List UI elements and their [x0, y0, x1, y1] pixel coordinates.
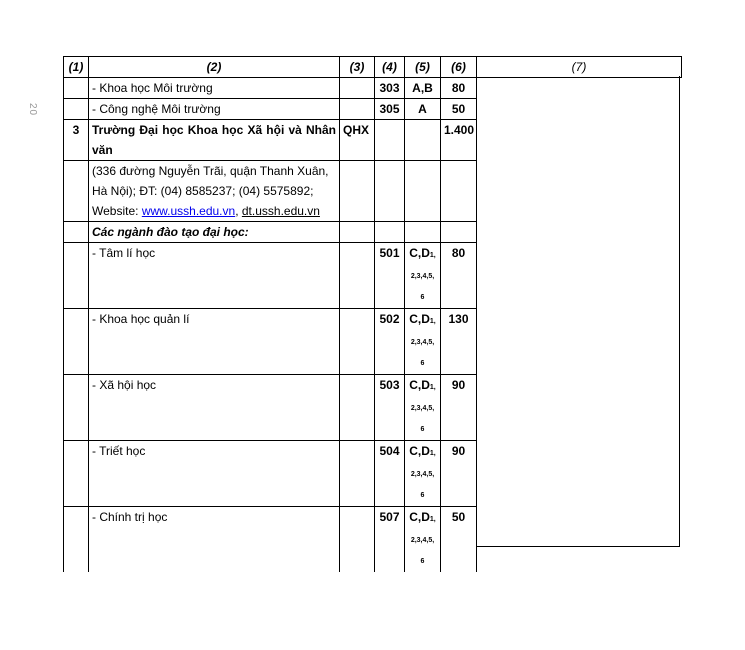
- address-line2: Hà Nội); ĐT: (04) 8585237; (04) 5575892;: [92, 184, 314, 198]
- major-code: 507: [375, 507, 405, 573]
- header-col-1: (1): [64, 57, 89, 78]
- major-name: - Triết học: [89, 441, 340, 507]
- university-name-line1: Trường Đại học Khoa học Xã hội và Nhân: [92, 123, 336, 137]
- major-name: - Khoa học Môi trường: [89, 78, 340, 99]
- university-symbol: QHX: [340, 120, 375, 161]
- header-col-3: (3): [340, 57, 375, 78]
- header-col-5: (5): [405, 57, 441, 78]
- quota: 50: [441, 507, 477, 573]
- major-code: 501: [375, 243, 405, 309]
- university-index: 3: [64, 120, 89, 161]
- quota: 90: [441, 375, 477, 441]
- header-col-7: (7): [477, 57, 682, 78]
- major-name: - Xã hội học: [89, 375, 340, 441]
- website-line: [92, 201, 336, 221]
- page-number: 20: [27, 103, 38, 117]
- header-col-2: (2): [89, 57, 340, 78]
- university-address: [89, 161, 340, 222]
- university-name-line2: văn: [92, 143, 113, 157]
- major-code: 502: [375, 309, 405, 375]
- address-line1: (336 đường Nguyễn Trãi, quận Thanh Xuân,: [92, 164, 329, 178]
- quota: 80: [441, 78, 477, 99]
- quota: 130: [441, 309, 477, 375]
- quota: 50: [441, 99, 477, 120]
- exam-block: A,B: [405, 78, 441, 99]
- major-name: - Khoa học quản lí: [89, 309, 340, 375]
- website-link-primary[interactable]: www.ussh.edu.vn: [141, 204, 236, 218]
- exam-block: C,D1, 2,3,4,5, 6: [405, 375, 441, 441]
- major-code: 503: [375, 375, 405, 441]
- major-name: - Công nghệ Môi trường: [89, 99, 340, 120]
- major-code: 303: [375, 78, 405, 99]
- notes-column-box: [476, 76, 680, 547]
- website-separator: ,: [235, 204, 242, 218]
- major-name: - Chính trị học: [89, 507, 340, 573]
- table-header-row: [64, 57, 682, 78]
- exam-block: A: [405, 99, 441, 120]
- website-link-secondary[interactable]: dt.ussh.edu.vn: [241, 204, 320, 218]
- major-name: - Tâm lí học: [89, 243, 340, 309]
- exam-block: C,D1, 2,3,4,5, 6: [405, 507, 441, 573]
- major-code: 504: [375, 441, 405, 507]
- section-title: Các ngành đào tạo đại học:: [89, 222, 340, 243]
- quota: 80: [441, 243, 477, 309]
- major-code: 305: [375, 99, 405, 120]
- website-label: Website:: [92, 204, 142, 218]
- header-col-6: (6): [441, 57, 477, 78]
- header-col-4: (4): [375, 57, 405, 78]
- exam-block: C,D1, 2,3,4,5, 6: [405, 243, 441, 309]
- exam-block: C,D1, 2,3,4,5, 6: [405, 309, 441, 375]
- quota: 90: [441, 441, 477, 507]
- exam-block: C,D1, 2,3,4,5, 6: [405, 441, 441, 507]
- university-total-quota: 1.400: [441, 120, 477, 161]
- university-name: [89, 120, 340, 161]
